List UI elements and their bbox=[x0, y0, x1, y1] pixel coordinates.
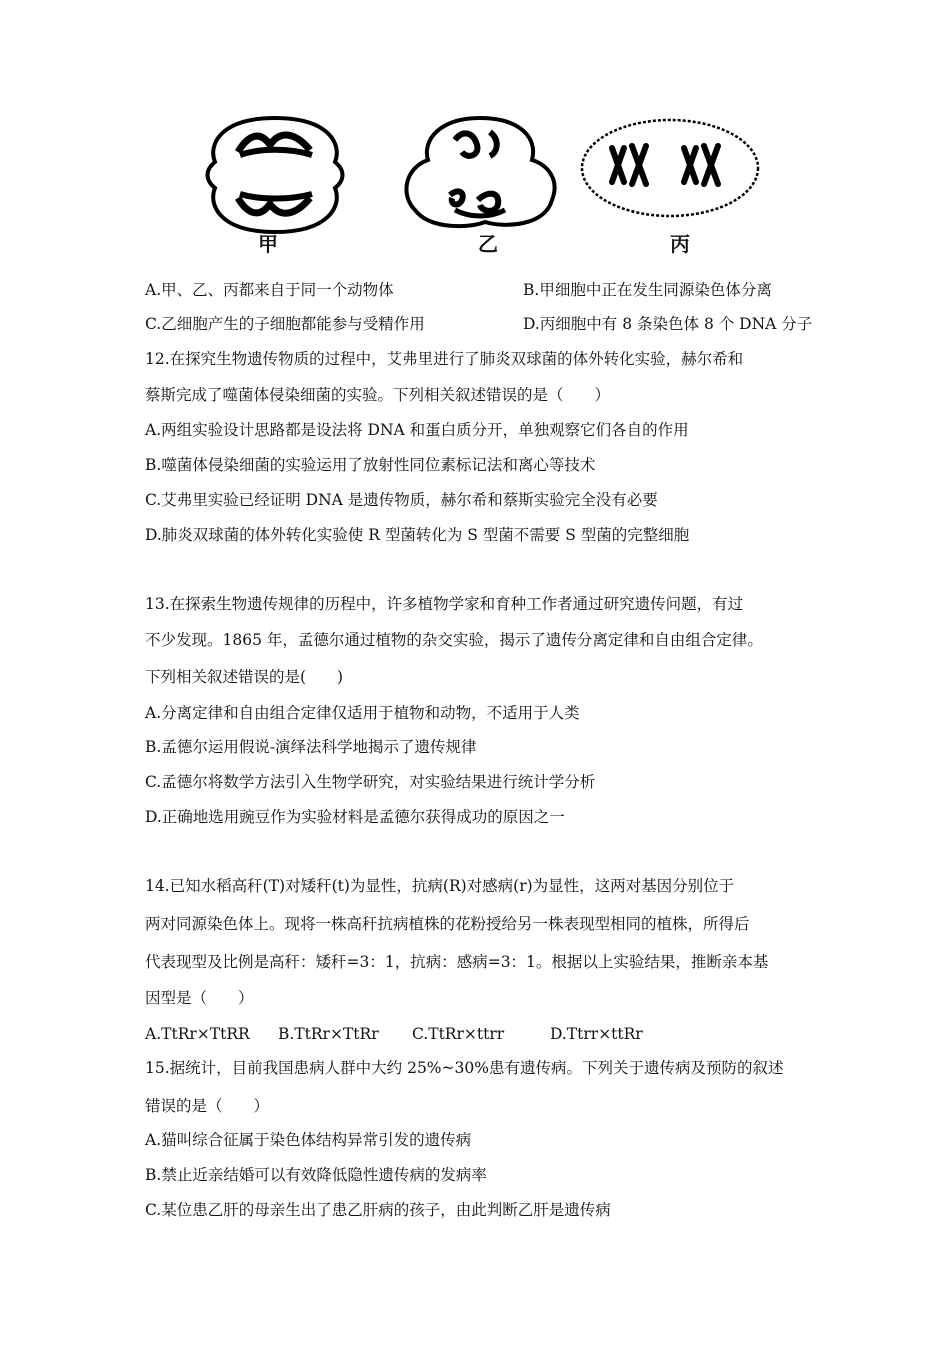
label-yi: 乙 bbox=[478, 232, 500, 256]
q13-stem-line-3: 下列相关叙述错误的是( ) bbox=[145, 668, 344, 686]
q11-option-a: A.甲、乙、丙都来自于同一个动物体 bbox=[145, 281, 394, 299]
q15-stem-line-1: 15.据统计，目前我国患病人群中大约 25%~30%患有遗传病。下列关于遗传病及预防的叙述 bbox=[145, 1059, 784, 1077]
q13-option-c: C.孟德尔将数学方法引入生物学研究，对实验结果进行统计学分析 bbox=[145, 773, 596, 791]
q12-stem-line-2: 蔡斯完成了噬菌体侵染细菌的实验。下列相关叙述错误的是（ ） bbox=[145, 386, 611, 404]
q14-stem-line-3: 代表现型及比例是高秆：矮秆=3：1，抗病：感病=3：1。根据以上实验结果，推断亲本基 bbox=[145, 953, 769, 971]
q13-option-b: B.孟德尔运用假说-演绎法科学地揭示了遗传规律 bbox=[145, 738, 477, 756]
q13-option-a: A.分离定律和自由组合定律仅适用于植物和动物，不适用于人类 bbox=[145, 704, 580, 722]
q15-option-a: A.猫叫综合征属于染色体结构异常引发的遗传病 bbox=[145, 1131, 472, 1149]
q11-option-b: B.甲细胞中正在发生同源染色体分离 bbox=[523, 281, 772, 299]
q14-options bbox=[145, 1024, 643, 1044]
q15-stem-line-2: 错误的是（ ） bbox=[145, 1097, 270, 1115]
cell-bing bbox=[582, 120, 758, 216]
q12-option-b: B.噬菌体侵染细菌的实验运用了放射性同位素标记法和离心等技术 bbox=[145, 456, 596, 474]
q14-option-d: D.Ttrr×ttRr bbox=[550, 1025, 643, 1043]
q14-option-c: C.TtRr×ttrr bbox=[412, 1025, 505, 1043]
q14-stem-line-2: 两对同源染色体上。现将一株高秆抗病植株的花粉授给另一株表现型相同的植株，所得后 bbox=[145, 915, 750, 933]
q14-stem-line-4: 因型是（ ） bbox=[145, 989, 254, 1007]
q11-option-d: D.丙细胞中有 8 条染色体 8 个 DNA 分子 bbox=[523, 315, 813, 333]
q12-option-a: A.两组实验设计思路都是设法将 DNA 和蛋白质分开，单独观察它们各自的作用 bbox=[145, 421, 689, 439]
q14-option-a: A.TtRr×TtRR bbox=[145, 1025, 250, 1043]
q14-option-b: B.TtRr×TtRr bbox=[278, 1025, 379, 1043]
q13-stem-line-2: 不少发现。1865 年，孟德尔通过植物的杂交实验，揭示了遗传分离定律和自由组合定律。 bbox=[145, 631, 763, 649]
q12-option-d: D.肺炎双球菌的体外转化实验使 R 型菌转化为 S 型菌不需要 S 型菌的完整细胞 bbox=[145, 526, 690, 544]
q13-stem-line-1: 13.在探索生物遗传规律的历程中，许多植物学家和育种工作者通过研究遗传问题，有过 bbox=[145, 595, 744, 613]
label-jia: 甲 bbox=[258, 232, 280, 256]
q11-option-c: C.乙细胞产生的子细胞都能参与受精作用 bbox=[145, 315, 425, 333]
cell-yi bbox=[406, 118, 554, 226]
cell-division-figure bbox=[200, 100, 760, 260]
q13-option-d: D.正确地选用豌豆作为实验材料是孟德尔获得成功的原因之一 bbox=[145, 808, 565, 826]
label-bing: 丙 bbox=[670, 232, 692, 256]
q12-option-c: C.艾弗里实验已经证明 DNA 是遗传物质，赫尔希和蔡斯实验完全没有必要 bbox=[145, 491, 658, 509]
q15-option-b: B.禁止近亲结婚可以有效降低隐性遗传病的发病率 bbox=[145, 1166, 487, 1184]
q14-stem-line-1: 14.已知水稻高秆(T)对矮秆(t)为显性，抗病(R)对感病(r)为显性，这两对基因分别位于 bbox=[145, 877, 735, 895]
q12-stem-line-1: 12.在探究生物遗传物质的过程中，艾弗里进行了肺炎双球菌的体外转化实验，赫尔希和 bbox=[145, 350, 744, 368]
cell-jia bbox=[208, 118, 343, 232]
q15-option-c: C.某位患乙肝的母亲生出了患乙肝病的孩子，由此判断乙肝是遗传病 bbox=[145, 1201, 611, 1219]
